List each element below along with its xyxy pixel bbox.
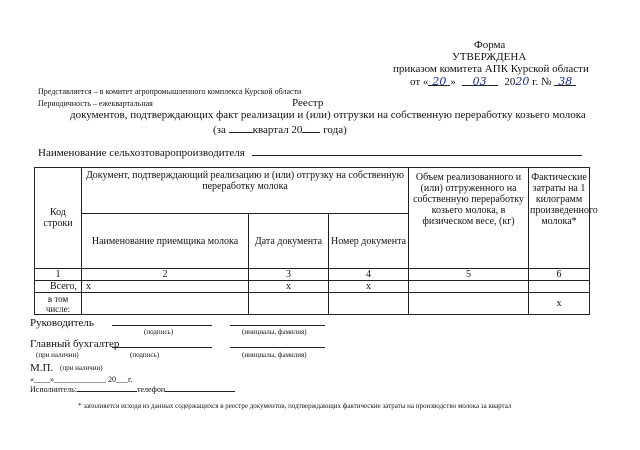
- header-volume: Объем реализованного и (или) отгруженного на собственную переработку козьего молока, в физическом весе, (кг): [409, 168, 529, 269]
- accountant-if-any: (при наличии): [36, 351, 79, 359]
- total-costs: [529, 281, 590, 293]
- incl-costs-x: х: [529, 293, 590, 315]
- head-initials-caption: (инициалы, фамилия): [242, 328, 307, 336]
- signature-date: «____»_____________ 20___г.: [30, 375, 133, 384]
- order-line: приказом комитета АПК Курской области: [393, 63, 589, 75]
- footnote: * заполняется исходя из данных содержащихся в реестре документов, подтверждающих фактические затраты на производство молока за квартал: [78, 402, 512, 410]
- chief-accountant-label: Главный бухгалтер: [30, 338, 120, 350]
- accountant-signature-caption: (подпись): [130, 351, 160, 359]
- table-row-including: [35, 293, 590, 315]
- header-buyer: Наименование приемщика молока: [82, 214, 249, 269]
- number-handwritten: 38: [554, 75, 576, 86]
- incl-date: [249, 293, 329, 315]
- accountant-initials-line: [230, 337, 325, 348]
- period-open: (за: [213, 124, 226, 136]
- year-prefix: 20: [504, 76, 516, 88]
- phone-blank: [165, 384, 235, 392]
- period-close: года): [323, 124, 347, 136]
- col-num-5: 5: [409, 269, 529, 281]
- day-handwritten: 20: [428, 75, 450, 86]
- total-volume: [409, 281, 529, 293]
- header-date: Дата документа: [249, 214, 329, 269]
- accountant-initials-caption: (инициалы, фамилия): [242, 351, 307, 359]
- phone-label: телефон: [136, 385, 166, 394]
- form-label: Форма: [474, 39, 506, 51]
- month-handwritten: 03: [462, 75, 498, 86]
- head-signature-caption: (подпись): [144, 328, 174, 336]
- approved-label: УТВЕРЖДЕНА: [452, 51, 527, 63]
- period-quarter-label: квартал 20: [252, 124, 303, 136]
- table-row-numbers: [35, 269, 590, 281]
- header-number: Номер документа: [329, 214, 409, 269]
- total-number-x: х: [329, 281, 409, 293]
- stamp-label: М.П.: [30, 362, 54, 374]
- submitted-to-line: Представляется – в комитет агропромышленного комплекса Курской области: [38, 87, 302, 96]
- incl-buyer: [82, 293, 249, 315]
- order-date-line: [410, 75, 576, 88]
- quote-close: »: [450, 76, 456, 88]
- col-num-4: 4: [329, 269, 409, 281]
- including-label: в том числе:: [35, 293, 82, 315]
- col-num-2: 2: [82, 269, 249, 281]
- executor-line: [30, 384, 235, 394]
- head-initials-line: [230, 315, 325, 326]
- header-costs: Фактические затраты на 1 килограмм произведенного молока*: [529, 168, 590, 269]
- col-num-3: 3: [249, 269, 329, 281]
- incl-number: [329, 293, 409, 315]
- executor-blank: [77, 384, 137, 392]
- registry-period: [213, 122, 347, 136]
- head-label: Руководитель: [30, 317, 94, 329]
- registry-table: [34, 167, 598, 315]
- total-label: Всего,: [35, 281, 82, 293]
- total-buyer-x: х: [82, 281, 249, 293]
- header-code: Код строки: [35, 168, 82, 269]
- registry-title: Реестр: [292, 97, 324, 109]
- incl-volume: [409, 293, 529, 315]
- stamp-if-any: (при наличии): [60, 364, 103, 372]
- table-row-total: [35, 281, 590, 293]
- header-document: Документ, подтверждающий реализацию и (или) отгрузку на собственную переработку молока: [82, 168, 409, 214]
- periodicity-line: Периодичность – ежеквартальная: [38, 99, 153, 108]
- executor-label: Исполнитель:: [30, 385, 77, 394]
- quarter-blank: [229, 122, 253, 133]
- producer-blank: [252, 145, 582, 156]
- accountant-signature-line: [112, 337, 212, 348]
- col-num-1: 1: [35, 269, 82, 281]
- col-num-6: 6: [529, 269, 590, 281]
- year-blank: [302, 122, 320, 133]
- producer-field: [38, 145, 582, 159]
- from-label: от «: [410, 76, 429, 88]
- registry-subtitle: документов, подтверждающих факт реализации и (или) отгрузки на собственную переработку козьего молока: [70, 109, 586, 121]
- year-handwritten: 20: [515, 75, 530, 88]
- total-date-x: х: [249, 281, 329, 293]
- producer-label-text: Наименование сельхозтоваропроизводителя: [38, 147, 245, 159]
- number-label: г. №: [532, 76, 552, 88]
- head-signature-line: [112, 315, 212, 326]
